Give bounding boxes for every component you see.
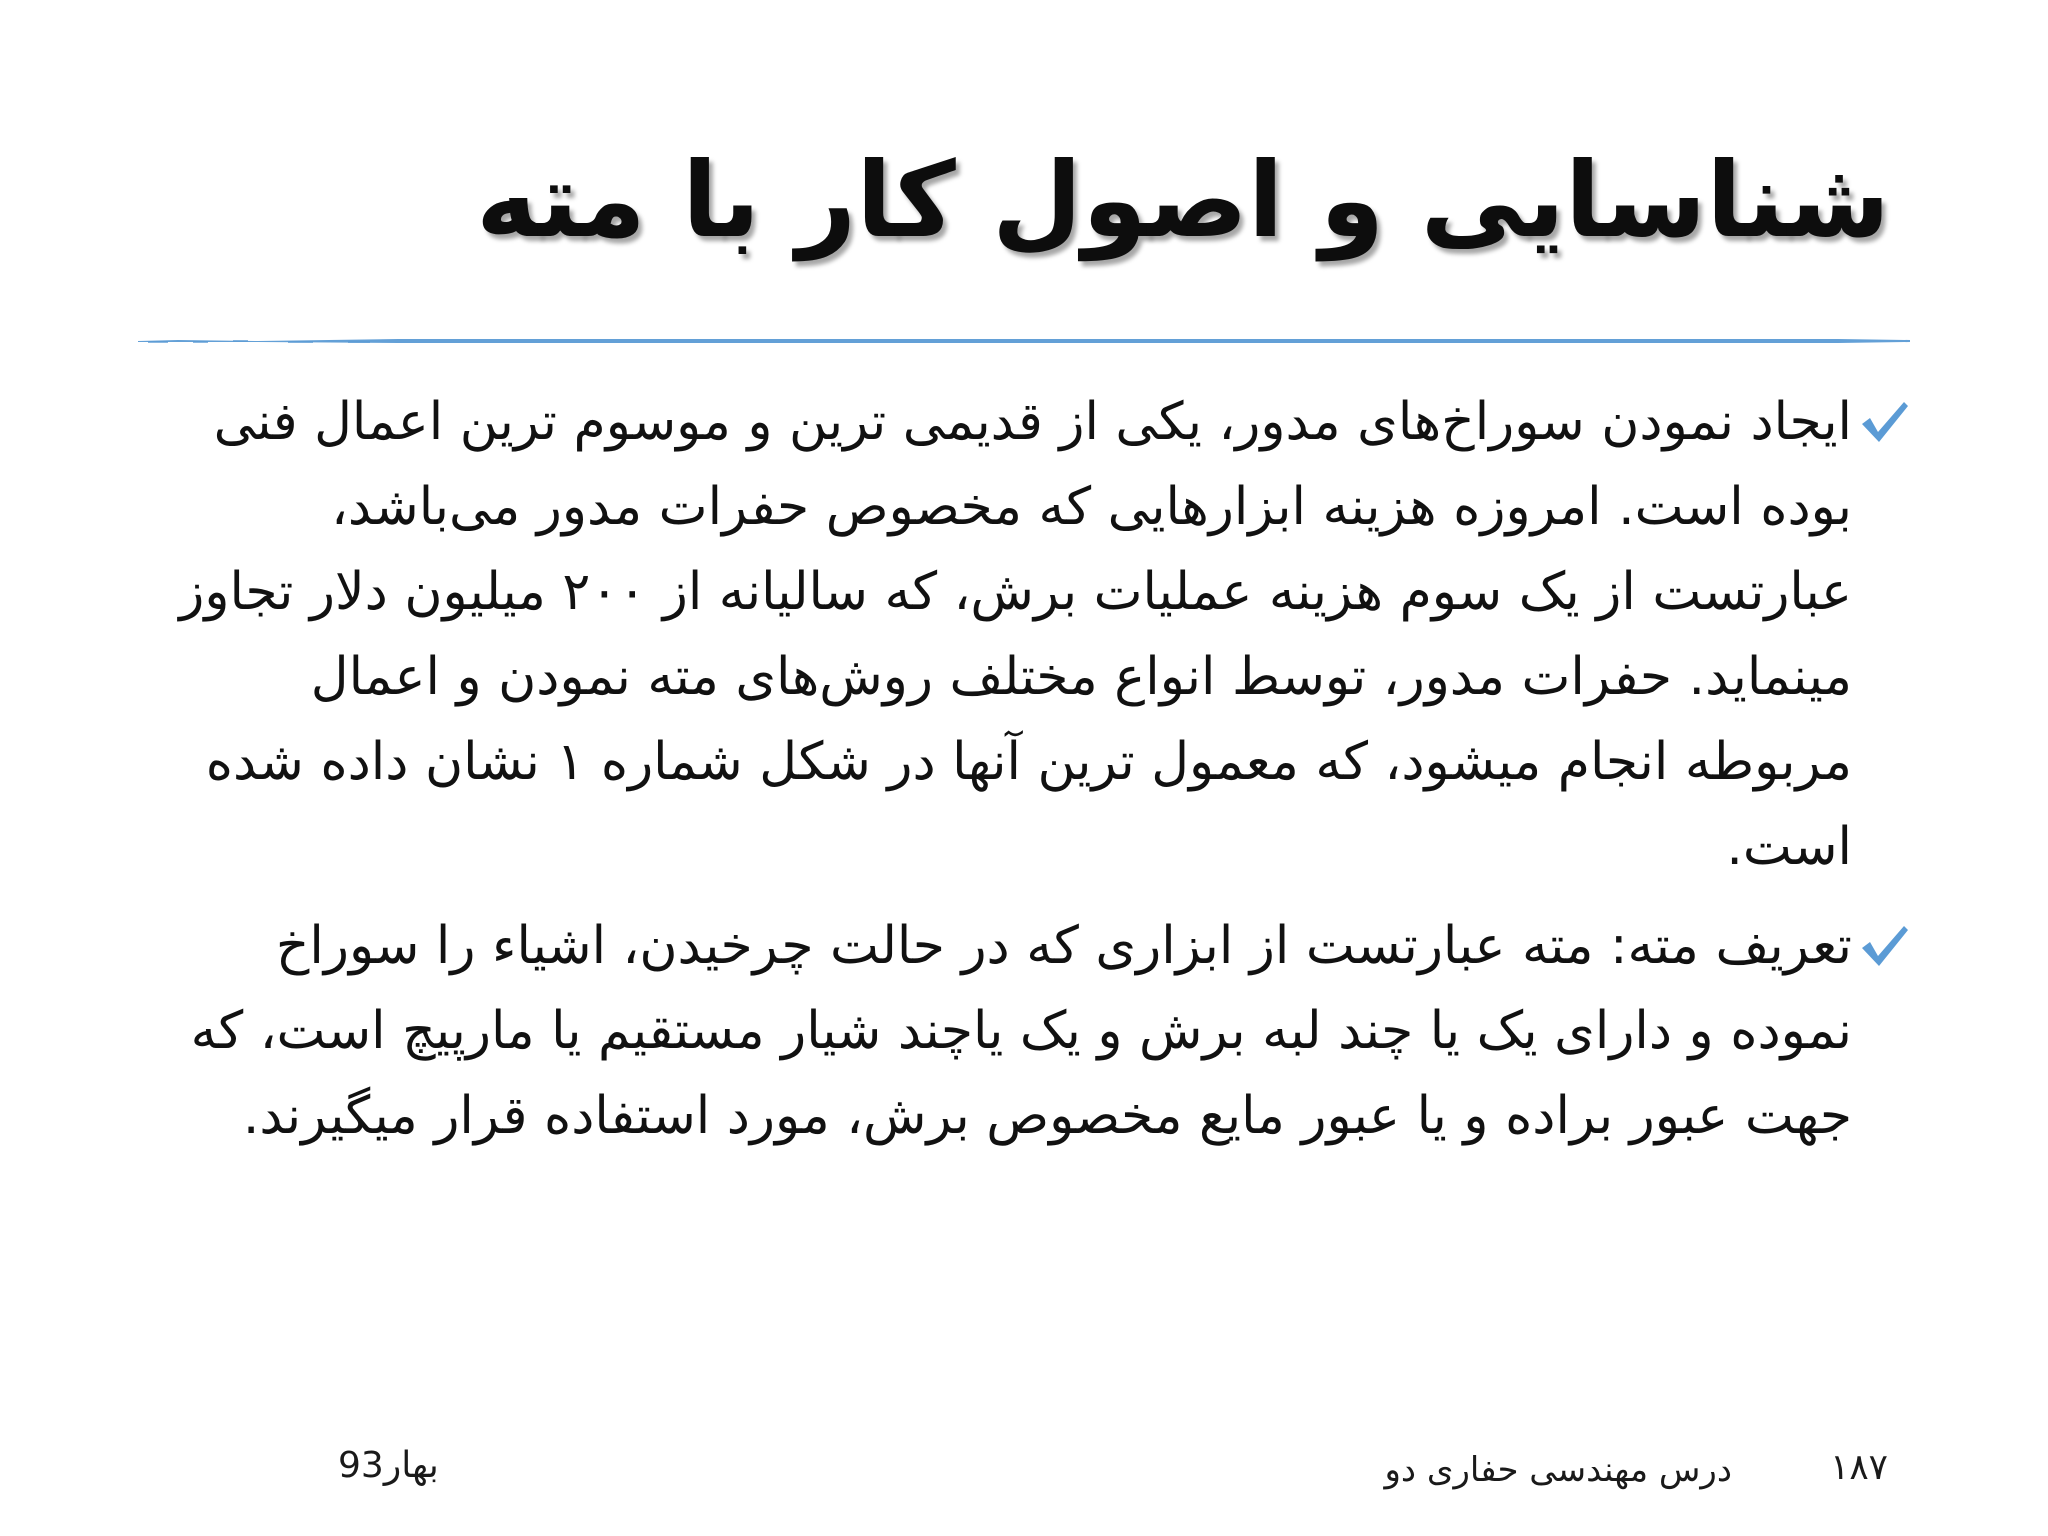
bullet-text: تعریف مته: مته عبارتست از ابزاری که در حالت چرخیدن، اشیاء را سوراخ نموده و دارای یک یا چند لبه برش و یک یاچند شیار مستقیم یا مارپیچ است، که جهت عبور براده و یا عبور مایع مخصوص برش، مورد استفاده قرار میگیرند. bbox=[190, 916, 1852, 1146]
bullet-text: ایجاد نمودن سوراخ‌های مدور، یکی از قدیمی ترین و موسوم ترین اعمال فنی بوده است. امروزه هزینه ابزارهایی که مخصوص حفرات مدور می‌باشد، عبارتست از یک سوم هزینه عملیات برش، که سالیانه از ۲۰۰ میلیون دلار تجاوز مینماید. حفرات مدور، توسط انواع مختلف روش‌های مته نمودن و اعمال مربوطه انجام میشود، که معمول ترین آنها در شکل شماره ۱ نشان داده شده است. bbox=[179, 392, 1852, 877]
footer-date: بهار93 bbox=[338, 1445, 439, 1486]
checkmark-icon bbox=[1858, 922, 1910, 968]
slide-title: شناسایی و اصول کار با مته bbox=[475, 139, 1890, 261]
checkmark-icon bbox=[1858, 398, 1910, 444]
bullet-item bbox=[170, 380, 1910, 890]
footer-course-title: درس مهندسی حفاری دو bbox=[1384, 1450, 1732, 1490]
slide-number: ۱۸۷ bbox=[1829, 1447, 1888, 1488]
bullet-item bbox=[170, 904, 1910, 1159]
title-divider bbox=[138, 334, 1910, 346]
bullet-list bbox=[170, 380, 1910, 1159]
